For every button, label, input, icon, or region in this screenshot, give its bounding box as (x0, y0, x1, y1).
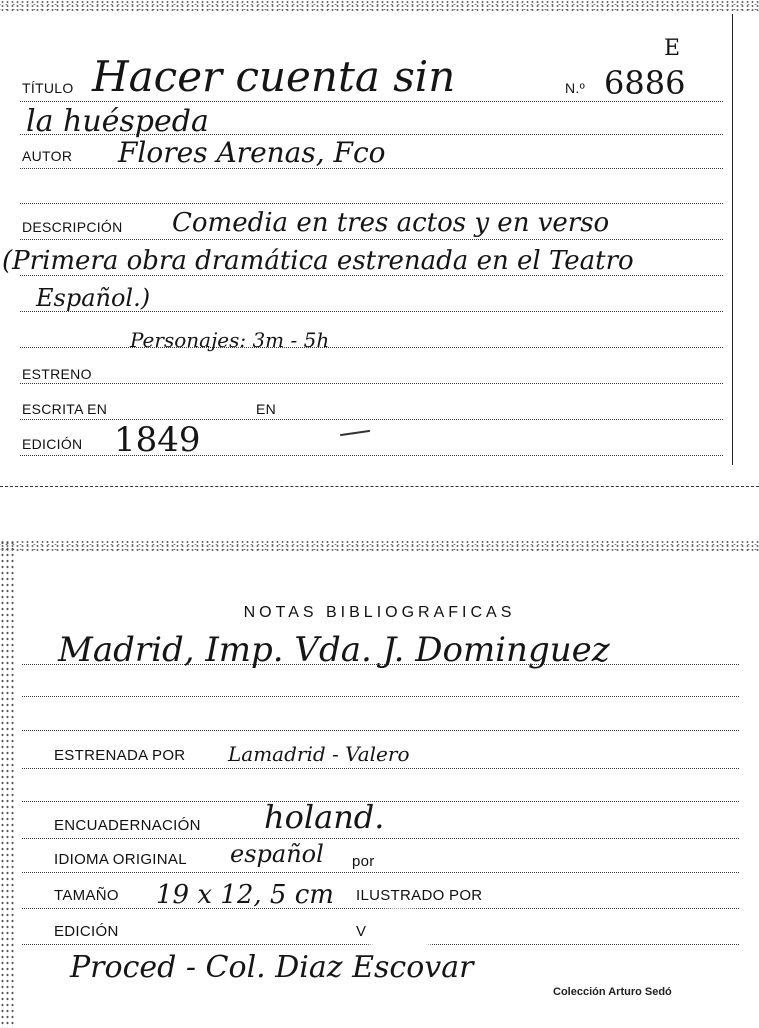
titulo-label: TÍTULO (22, 80, 74, 96)
edicion-value: 1849 (114, 420, 201, 460)
descripcion-value-line2: (Primera obra dramática estrenada en el Teatro (2, 246, 634, 276)
numero-superscript: E (664, 36, 681, 61)
rule-blank-1 (20, 203, 723, 204)
numero-value: 6886 (604, 64, 686, 102)
rule-notas-3 (22, 730, 739, 731)
tamano-label: TAMAÑO (54, 887, 119, 904)
idioma-original-value: español (230, 840, 324, 868)
rule-notas-2 (22, 696, 739, 697)
por-label: por (352, 853, 375, 870)
notas-value: Madrid, Imp. Vda. J. Dominguez (58, 630, 610, 670)
edicion-back-label: EDICIÓN (54, 923, 119, 940)
rule-encuadernacion (22, 838, 739, 839)
encuadernacion-value: holand. (264, 798, 385, 836)
personajes-value: Personajes: 3m - 5h (130, 328, 330, 352)
edicion-label: EDICIÓN (22, 436, 83, 452)
rule-bottom-front (0, 486, 759, 487)
catalog-card-front (0, 0, 759, 495)
rule-descripcion (20, 239, 723, 240)
v-label: V (356, 923, 367, 940)
descripcion-label: DESCRIPCIÓN (22, 219, 123, 235)
escrita-en-label: ESCRITA EN (22, 401, 108, 417)
card-front-right-border (732, 14, 734, 465)
collection-credit: Colección Arturo Sedó (553, 986, 672, 998)
card-back-top-edge (0, 540, 759, 552)
descripcion-value-line3: Español.) (36, 284, 151, 312)
rule-tamano (22, 908, 739, 909)
estreno-label: ESTRENO (22, 366, 92, 382)
card-front-top-edge (0, 0, 759, 12)
estrenada-por-label: ESTRENADA POR (54, 747, 186, 764)
catalog-card-back (0, 540, 759, 1028)
idioma-original-label: IDIOMA ORIGINAL (54, 851, 187, 868)
titulo-value-line1: Hacer cuenta sin (92, 52, 456, 101)
rule-estrenada (22, 768, 739, 769)
autor-value: Flores Arenas, Fco (118, 136, 386, 169)
numero-label: N.º (565, 80, 586, 96)
rule-personajes (20, 347, 723, 348)
descripcion-value-line1: Comedia en tres actos y en verso (172, 208, 610, 238)
tamano-value: 19 x 12, 5 cm (156, 880, 334, 910)
en-label: EN (256, 401, 277, 417)
procedencia-value: Proced - Col. Diaz Escovar (70, 950, 474, 985)
encuadernacion-label: ENCUADERNACIÓN (54, 817, 201, 834)
stray-mark (340, 430, 370, 436)
rule-idioma (22, 872, 739, 873)
titulo-value-line2: la huéspeda (26, 104, 209, 139)
estrenada-por-value: Lamadrid - Valero (228, 742, 410, 766)
notas-heading: NOTAS BIBLIOGRAFICAS (243, 604, 516, 621)
autor-label: AUTOR (22, 148, 73, 164)
rule-estreno (20, 383, 723, 384)
ilustrado-por-label: ILUSTRADO POR (356, 887, 483, 904)
